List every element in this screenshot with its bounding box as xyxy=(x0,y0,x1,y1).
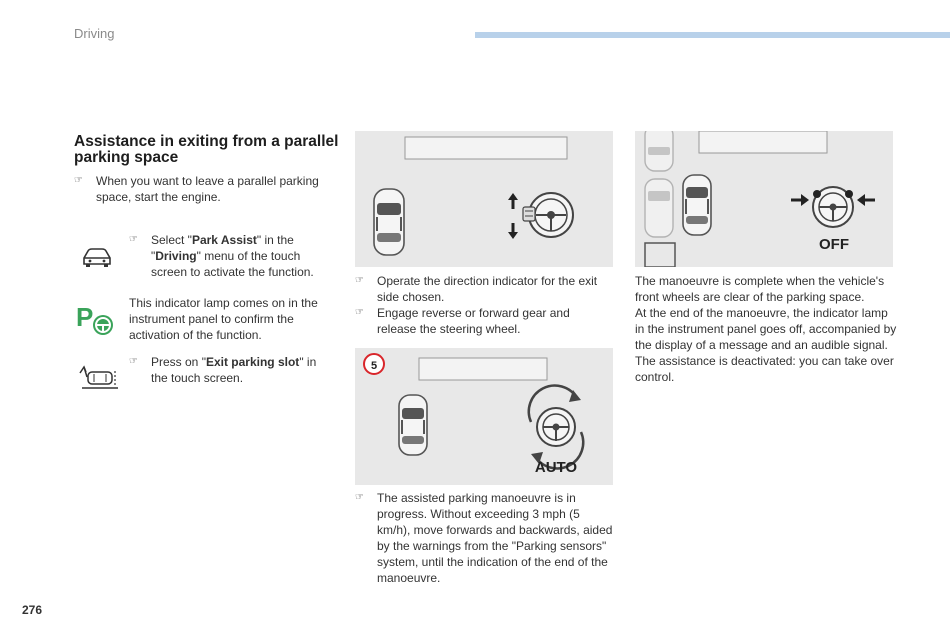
steering-wheel-icon xyxy=(813,187,853,227)
step-start-engine xyxy=(74,173,334,205)
illustration-manoeuvre-off xyxy=(635,131,893,267)
off-label: OFF xyxy=(819,236,849,253)
bullet-icon: ☞ xyxy=(355,275,364,286)
page-title: Assistance in exiting from a parallel parking space xyxy=(74,133,339,166)
step-operate-indicator xyxy=(355,273,610,305)
step-text: When you want to leave a parallel parking space, start the engine. xyxy=(96,174,319,204)
bullet-icon: ☞ xyxy=(129,356,138,367)
page-number: 276 xyxy=(22,603,43,617)
step-text: Select "Park Assist" in the "Driving" menu of the touch screen to activate the function. xyxy=(151,233,314,279)
complete-paragraph-3: The assistance is deactivated: you can take over control. xyxy=(635,354,894,384)
car-icon xyxy=(683,175,711,235)
auto-label: AUTO xyxy=(534,459,578,476)
steering-wheel-icon xyxy=(537,408,575,446)
illustration-manoeuvre-auto xyxy=(355,348,613,485)
parking-assist-lamp-icon xyxy=(76,302,118,338)
car-menu-icon xyxy=(80,246,114,268)
lamp-letter: P xyxy=(76,302,94,332)
step-engage-reverse xyxy=(355,305,610,337)
complete-paragraph-1: The manoeuvre is complete when the vehicle's front wheels are clear of the parking space. xyxy=(635,274,885,304)
bullet-icon: ☞ xyxy=(74,175,83,186)
step-text: The assisted parking manoeuvre is in progress. Without exceeding 3 mph (5 km/h), move forwards and backwards, aided by the warnings from the "Parking sensors" system, until the indication of the end of the manoeuvre. xyxy=(377,491,613,585)
bullet-icon: ☞ xyxy=(129,234,138,245)
bullet-icon: ☞ xyxy=(355,492,364,503)
bullet-icon: ☞ xyxy=(355,307,364,318)
complete-paragraph-2: At the end of the manoeuvre, the indicator lamp in the instrument panel goes off, accompanied by the display of a message and an audible signal. xyxy=(635,306,897,352)
car-icon xyxy=(645,131,673,171)
menu-driving: Driving xyxy=(155,249,197,263)
indicator-lamp-text: This indicator lamp comes on in the instrument panel to confirm the activation of the function. xyxy=(129,296,318,342)
header-bar xyxy=(475,32,950,38)
manoeuvre-complete-text xyxy=(635,273,897,385)
section-label: Driving xyxy=(74,26,115,41)
step-badge: 5 xyxy=(370,360,378,372)
exit-parking-slot-icon xyxy=(78,365,120,391)
direction-indicator-arrows-icon xyxy=(508,193,518,239)
step-text: Press on "Exit parking slot" in the touch screen. xyxy=(151,355,317,385)
step-assisted-progress xyxy=(355,490,613,586)
car-icon xyxy=(645,179,673,237)
car-icon xyxy=(374,189,404,255)
step-text: Engage reverse or forward gear and release the steering wheel. xyxy=(377,306,570,336)
touch-button-exit-parking-slot: Exit parking slot xyxy=(205,355,300,369)
step-text: Operate the direction indicator for the exit side chosen. xyxy=(377,274,598,304)
step-press-exit-parking-slot xyxy=(129,354,329,386)
illustration-exit-start xyxy=(355,131,613,267)
step-select-park-assist xyxy=(129,232,329,280)
menu-item-park-assist: Park Assist xyxy=(191,233,257,247)
car-icon xyxy=(399,395,427,455)
